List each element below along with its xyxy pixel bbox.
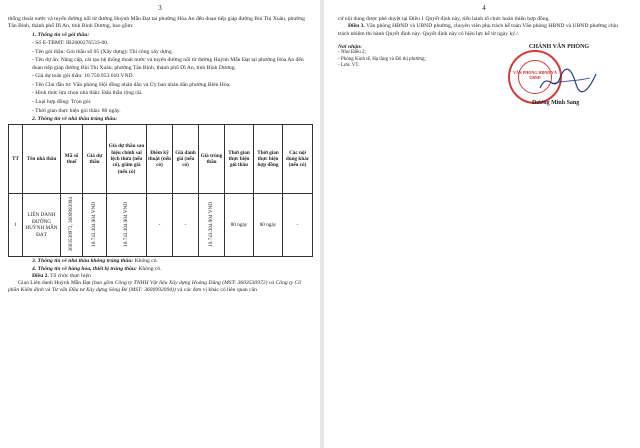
table-cell: 80 ngày bbox=[225, 194, 254, 257]
section-title: 3. Thông tin về nhà thầu không trúng thầu: bbox=[32, 258, 134, 265]
article-3 bbox=[338, 23, 630, 38]
bid-price: 10.743.304.904 VND bbox=[91, 201, 98, 247]
article-text: Văn phòng HĐND và UBND phường, chuyên viên phụ trách kế toán Văn phòng HĐND và UBND phường chịu trách nhiệm thi hành Quyết định này. Quyết định này có hiệu lực kể từ ngày ký./. bbox=[338, 23, 618, 37]
list-item: - Loại hợp đồng: Trọn gói. bbox=[32, 99, 92, 106]
page-number: 3 bbox=[158, 4, 162, 12]
recipient-item: - Phòng Kinh tế, Hạ tầng và Đô thị phường; bbox=[338, 56, 426, 62]
final-text-italic: (bao gồm Công ty TNHH Vật liệu Xây dựng Hoàng Dũng (MST: 3603530972) và Công ty Cổ phần Kiểm định và Tư vấn Đầu tư Xây dựng Sông Bé (MST: 3600992094)) bbox=[8, 280, 302, 294]
recipient-item: - Lưu: VT. bbox=[338, 63, 360, 69]
signer-role: CHÁNH VĂN PHÒNG bbox=[528, 43, 590, 50]
final-paragraph bbox=[8, 280, 312, 295]
section-4 bbox=[8, 266, 312, 273]
signature-section bbox=[338, 44, 630, 124]
table-header: Điểm kỹ thuật (nếu có) bbox=[147, 125, 173, 194]
recipients-title: Nơi nhận: bbox=[338, 43, 362, 50]
stamp-text: VĂN PHÒNG HĐND VÀ UBND bbox=[513, 69, 557, 80]
table-cell: 80 ngày bbox=[254, 194, 283, 257]
list-item: - Tên Chủ đầu tư: Văn phòng Hội đồng nhân dân và Ủy ban nhân dân phường Biên Hòa. bbox=[32, 81, 231, 88]
table-row bbox=[9, 194, 313, 257]
table-header: Thời gian thực hiện hợp đồng bbox=[254, 125, 283, 194]
winning-price: 10.743.304.904 VND bbox=[208, 201, 215, 247]
table-header: TT bbox=[9, 125, 23, 194]
continuation-paragraph: cứ nội dung được phê duyệt tại Điều 1 Quyết định này, tiến hành tổ chức hoàn thiện hợp đồng. bbox=[338, 16, 550, 22]
signature-block bbox=[458, 44, 630, 124]
article-title: Tổ chức thực hiện bbox=[48, 272, 91, 279]
signer-name: Dương Minh Sang bbox=[532, 99, 580, 106]
section-3 bbox=[8, 258, 312, 265]
list-item: - Tên gói thầu: Gói thầu số 05 (Xây dựng): Thi công xây dựng. bbox=[32, 48, 174, 55]
table-cell: - bbox=[283, 194, 313, 257]
final-text: và các đơn vị khác có liên quan căn bbox=[175, 287, 257, 294]
table-header: Giá dự thầu bbox=[83, 125, 107, 194]
table-header-row bbox=[9, 125, 313, 194]
document-page-4 bbox=[324, 0, 640, 448]
tax-code: 3603530972, 3600992094 bbox=[68, 196, 75, 252]
list-item: - Thời gian thực hiện gói thầu: 80 ngày. bbox=[32, 107, 121, 114]
list-item: - Tên dự án: Nâng cấp, cải tạo hệ thống thoát nước và tuyến đường nối từ đường Huỳnh Mẫn Đạt tại phường Hòa An đến đoạn tiếp giáp đường Bùi Thị Xuân, phường Tân Bình, thành phố Dĩ An, tỉnh Bình Dương. bbox=[32, 57, 304, 71]
table-cell bbox=[107, 194, 147, 257]
table-cell: - bbox=[173, 194, 199, 257]
table-header: Tên nhà thầu bbox=[23, 125, 61, 194]
table-cell: LIÊN DANH ĐƯỜNG HUỲNH MẪN ĐẠT bbox=[23, 194, 61, 257]
list-item: - Số E-TBMT: IB2600276533-00. bbox=[32, 40, 109, 47]
intro-paragraph: thống thoát nước và tuyến đường nối từ đường Huỳnh Mẫn Đạt tại phường Hòa An đến đoạn tiếp giáp đường Bùi Thị Xuân, phường Tân Bình, thành phố Dĩ An, tỉnh Bình Dương, bao gồm: bbox=[8, 16, 305, 30]
page-number: 4 bbox=[482, 4, 486, 12]
winning-bidder-table bbox=[8, 124, 313, 257]
adjusted-price: 10.743.304.904 VND bbox=[123, 201, 130, 247]
table-header: Giá dự thầu sau hiệu chỉnh sai lệch thừa (nếu có), giảm giá (nếu có) bbox=[107, 125, 147, 194]
table-cell: 1 bbox=[9, 194, 23, 257]
table-cell bbox=[61, 194, 83, 257]
table-cell bbox=[199, 194, 225, 257]
section-value: Không có. bbox=[133, 258, 158, 265]
article-label: Điều 3. bbox=[348, 23, 365, 30]
section-title: 1. Thông tin về gói thầu: bbox=[32, 31, 90, 38]
recipient-item: - Như Điều 2; bbox=[338, 50, 366, 56]
section-value: Không có. bbox=[136, 265, 162, 272]
handwritten-signature bbox=[538, 66, 598, 96]
table-header: Các nội dung khác (nếu có) bbox=[283, 125, 313, 194]
section-title: 2. Thông tin về nhà thầu trúng thầu: bbox=[32, 115, 118, 122]
section-title: 4. Thông tin về hàng hóa, thiết bị trúng thầu: bbox=[32, 265, 137, 272]
table-header: Giá đánh giá (nếu có) bbox=[173, 125, 199, 194]
article-label: Điều 2. bbox=[32, 272, 49, 279]
table-cell: - bbox=[147, 194, 173, 257]
table-header: Thời gian thực hiện gói thầu bbox=[225, 125, 254, 194]
final-text: Giao Liên danh Huỳnh Mẫn Đạt bbox=[18, 280, 92, 287]
table-header: Mã số thuế bbox=[61, 125, 83, 194]
list-item: - Hình thức lựa chọn nhà thầu: Đấu thầu rộng rãi. bbox=[32, 90, 143, 97]
table-cell bbox=[83, 194, 107, 257]
list-item: - Giá dự toán gói thầu: 10.750.953.610 VND. bbox=[32, 73, 134, 80]
table-header: Giá trúng thầu bbox=[199, 125, 225, 194]
recipients bbox=[338, 44, 458, 124]
